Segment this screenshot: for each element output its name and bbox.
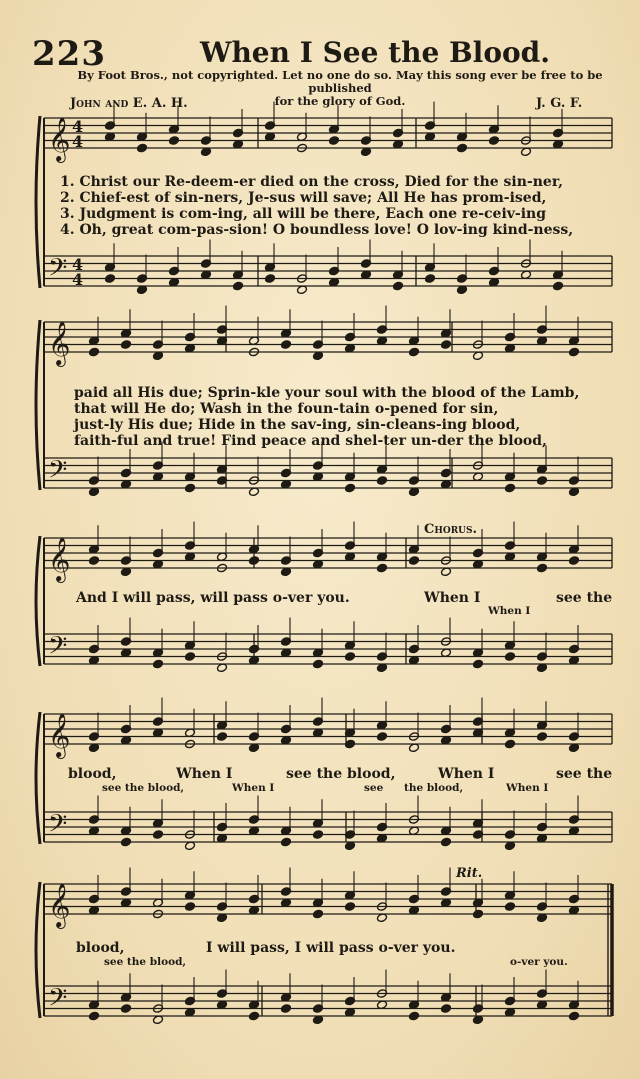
bass-echo-lyric-4: see [364, 782, 384, 794]
bass-clef: 𝄢 [48, 809, 68, 845]
note-head [121, 837, 132, 847]
chorus-lyric-2: When I [424, 590, 481, 606]
note-head [89, 556, 100, 566]
note-head [121, 340, 132, 350]
brace [36, 116, 40, 288]
note-head [313, 830, 324, 840]
brace [36, 712, 40, 844]
note-head [169, 136, 180, 146]
note-head [233, 281, 244, 291]
chorus-lyric-7: When I [438, 766, 495, 782]
chorus-lyric-1: And I will pass, will pass o-ver you. [76, 590, 350, 606]
note-head [281, 1004, 292, 1014]
note-head [345, 902, 356, 912]
note-head [249, 556, 260, 566]
note-head [489, 136, 500, 146]
bass-echo-lyric-8: o-ver you. [510, 956, 568, 968]
note-head [313, 659, 324, 669]
note-head [217, 732, 228, 742]
note-head [457, 143, 468, 153]
note-head [345, 483, 356, 493]
chorus-label: Chorus. [424, 522, 478, 537]
time-signature-digit: 4 [72, 255, 84, 274]
chorus-lyric-4: blood, [68, 766, 117, 782]
bass-echo-lyric-3: When I [232, 782, 275, 794]
verse-3-line-2: just-ly His due; Hide in the sav-ing, sin-cleans-ing blood, [74, 417, 521, 433]
note-head [537, 476, 548, 486]
note-head [569, 1011, 580, 1021]
note-head [377, 563, 388, 573]
note-head [281, 837, 292, 847]
note-head [553, 281, 564, 291]
note-head [185, 483, 196, 493]
time-signature-digit: 4 [72, 270, 84, 289]
treble-clef: 𝄞 [48, 883, 71, 927]
note-head [393, 281, 404, 291]
chorus-lyric-9: blood, [76, 940, 125, 956]
bass-echo-lyric-7: see the blood, [104, 956, 187, 968]
note-head [505, 739, 516, 749]
verse-2-line-2: that will He do; Wash in the foun-tain o-pened for sin, [74, 401, 499, 417]
verse-1-line-2: paid all His due; Sprin-kle your soul with the blood of the Lamb, [74, 385, 580, 401]
treble-clef: 𝄞 [48, 713, 71, 757]
chorus-lyric-6: see the blood, [286, 766, 396, 782]
verse-1-line-1: 1. Christ our Re-deem-er died on the cross, Died for the sin-ner, [60, 174, 564, 190]
note-head [441, 1004, 452, 1014]
note-head [569, 347, 580, 357]
note-head [329, 136, 340, 146]
note-head [185, 902, 196, 912]
brace [36, 882, 40, 1018]
bass-echo-lyric-1: When I [488, 605, 531, 617]
note-head [313, 909, 324, 919]
bass-clef: 𝄢 [48, 631, 68, 667]
treble-clef: 𝄞 [48, 117, 71, 161]
note-head [185, 652, 196, 662]
note-head [105, 274, 116, 284]
lyricist-credit: John and E. A. H. [70, 96, 188, 111]
note-head [505, 652, 516, 662]
bass-clef: 𝄢 [48, 983, 68, 1019]
note-head [281, 340, 292, 350]
note-head [377, 476, 388, 486]
note-head [153, 659, 164, 669]
note-head [425, 274, 436, 284]
note-head [505, 902, 516, 912]
composer-credit: J. G. F. [536, 96, 583, 111]
note-head [137, 143, 148, 153]
note-head [153, 830, 164, 840]
note-head [89, 1011, 100, 1021]
note-head [569, 556, 580, 566]
hymn-title: When I See the Blood. [200, 36, 550, 69]
note-head [473, 909, 484, 919]
note-head [121, 1004, 132, 1014]
treble-clef: 𝄞 [48, 537, 71, 581]
note-head [473, 659, 484, 669]
note-head [505, 483, 516, 493]
chorus-lyric-8: see the [556, 766, 613, 782]
bass-echo-lyric-6: When I [506, 782, 549, 794]
hymn-number: 223 [32, 34, 106, 74]
note-head [537, 732, 548, 742]
note-head [265, 274, 276, 284]
note-head [89, 347, 100, 357]
chorus-lyric-5: When I [176, 766, 233, 782]
verse-4-line-1: 4. Oh, great com-pas-sion! O boundless love! O lov-ing kind-ness, [60, 222, 574, 238]
verse-4-line-2: faith-ful and true! Find peace and shel-ter un-der the blood, [74, 433, 547, 449]
time-signature-digit: 4 [72, 117, 84, 136]
chorus-lyric-10: I will pass, I will pass o-ver you. [206, 940, 456, 956]
note-head [249, 1011, 260, 1021]
note-head [409, 347, 420, 357]
verse-2-line-1: 2. Chief-est of sin-ners, Je-sus will save; All He has prom-ised, [60, 190, 547, 206]
note-head [441, 837, 452, 847]
note-head [441, 340, 452, 350]
copyright-line-1: By Foot Bros., not copyrighted. Let no one do so. May this song ever be free to be published [77, 68, 603, 95]
bass-echo-lyric-5: the blood, [404, 782, 464, 794]
bass-clef: 𝄢 [48, 455, 68, 491]
treble-clef: 𝄞 [48, 321, 71, 365]
note-head [409, 1011, 420, 1021]
chorus-lyric-3: see the [556, 590, 613, 606]
note-head [537, 563, 548, 573]
note-head [377, 732, 388, 742]
bass-clef: 𝄢 [48, 253, 68, 289]
time-signature-digit: 4 [72, 132, 84, 151]
copyright-line-2: for the glory of God. [274, 94, 406, 108]
ritardando-mark: Rit. [456, 866, 483, 881]
verse-3-line-1: 3. Judgment is com-ing, all will be there, Each one re-ceiv-ing [60, 206, 547, 222]
note-head [345, 652, 356, 662]
note-head [409, 556, 420, 566]
brace [36, 320, 40, 490]
brace [36, 536, 40, 666]
bass-echo-lyric-2: see the blood, [102, 782, 185, 794]
